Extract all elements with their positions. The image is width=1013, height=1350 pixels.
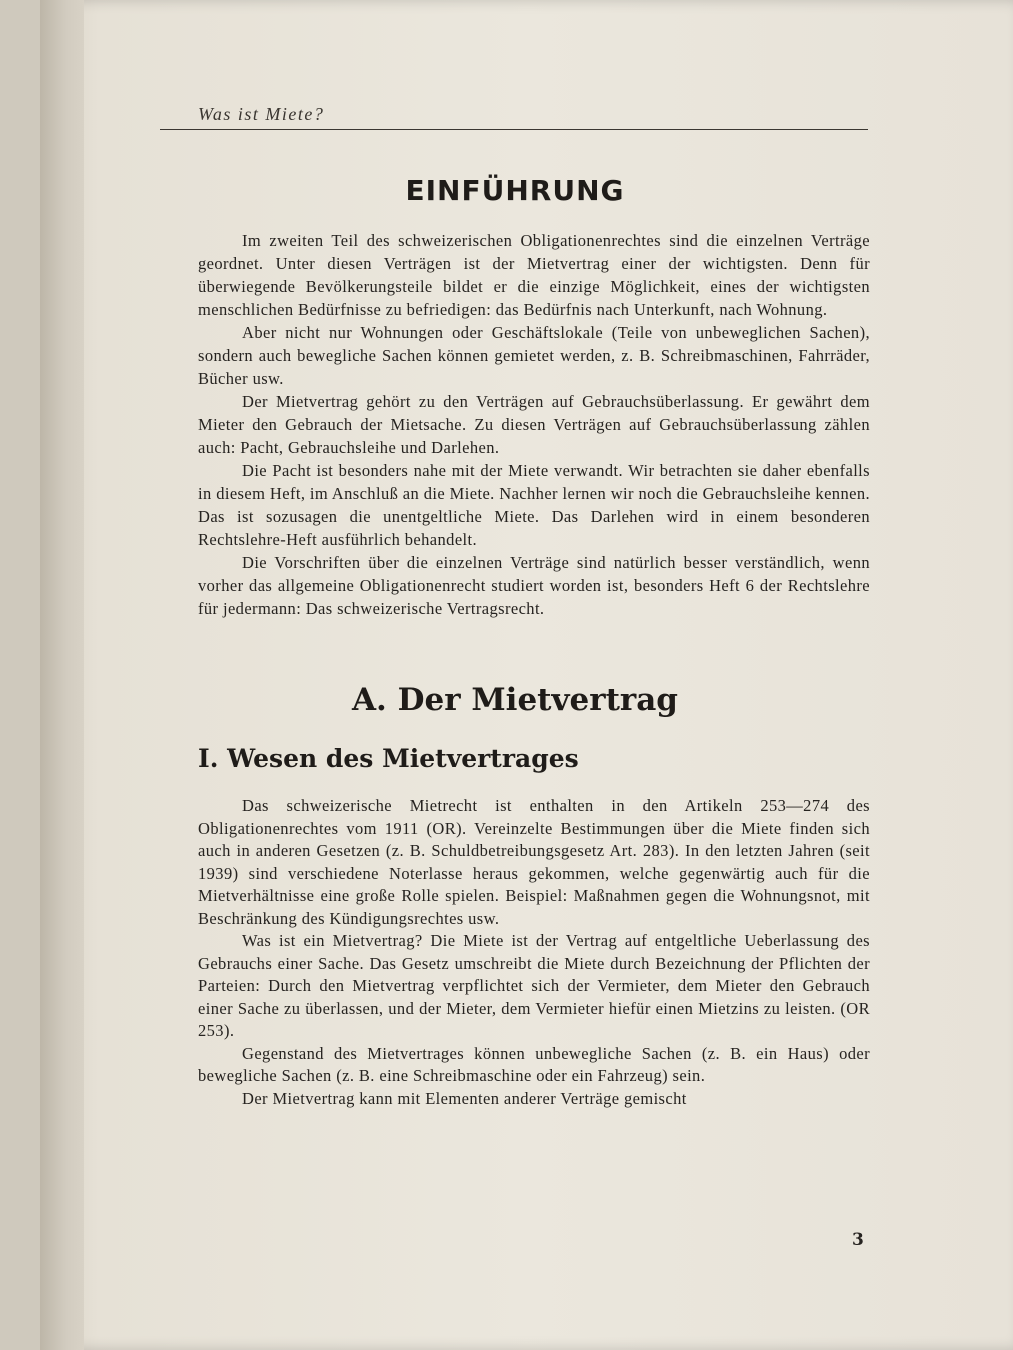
running-head: Was ist Miete? xyxy=(160,104,868,130)
book-gutter xyxy=(40,0,84,1350)
section-paragraph-1: Das schweizerische Mietrecht ist enthalten in den Artikeln 253—274 des Obligationenrechtes vom 1911 (OR). Vereinzelte Bestimmungen über die Miete finden sich auch in anderen Gesetzen (z. B. Schuldbetreibungsgesetz Art. 283). In den letzten Jahren (seit 1939) sind verschiedene Noterlasse heraus gekommen, welche gegenwärtig auch für die Mietverhältnisse eine große Rolle spielen. Beispiel: Maßnahmen gegen die Wohnungsnot, mit Beschränkung des Kündigungsrechtes usw. xyxy=(198,796,870,928)
section-paragraph-2: Was ist ein Mietvertrag? Die Miete ist der Vertrag auf entgeltliche Ueberlassung des Gebrauchs einer Sache. Das Gesetz umschreibt die Miete durch Bezeichnung der Pflichten der Parteien: Durch den Mietvertrag verpflichtet sich der Vermieter, dem Mieter den Gebrauch einer Sache zu überlassen, und der Mieter, dem Vermieter hiefür einen Mietzins zu leisten. (OR 253). xyxy=(198,931,870,1040)
section-title: A. Der Mietvertrag xyxy=(352,682,678,718)
intro-title: EINFÜHRUNG xyxy=(405,174,625,207)
page-content xyxy=(160,104,870,1110)
intro-paragraph-4: Die Pacht ist besonders nahe mit der Miete verwandt. Wir betrachten sie daher ebenfalls in diesem Heft, im Anschluß an die Miete. Nachher lernen wir noch die Gebrauchsleihe kennen. Das ist sozusagen die unentgeltliche Miete. Das Darlehen wird in einem besonderen Rechtslehre-Heft ausführlich behandelt. xyxy=(198,461,870,549)
intro-paragraph-5: Die Vorschriften über die einzelnen Verträge sind natürlich besser verständlich, wenn vorher das allgemeine Obligationenrecht studiert worden ist, besonders Heft 6 der Rechtslehre für jedermann: Das schweizerische Vertragsrecht. xyxy=(198,553,870,618)
intro-paragraph-3: Der Mietvertrag gehört zu den Verträgen auf Gebrauchsüberlassung. Er gewährt dem Mieter den Gebrauch der Mietsache. Zu diesen Verträgen auf Gebrauchsüberlassung zählen auch: Pacht, Gebrauchsleihe und Darlehen. xyxy=(198,392,870,457)
book-page xyxy=(40,0,1013,1350)
intro-paragraph-1: Im zweiten Teil des schweizerischen Obligationenrechtes sind die einzelnen Verträge geordnet. Unter diesen Verträgen ist der Mietvertrag einer der wichtigsten. Denn für überwiegende Bevölkerungsteile bildet er die einzige Möglichkeit, eines der wichtigsten menschlichen Bedürfnisse zu befriedigen: das Bedürfnis nach Unterkunft, nach Wohnung. xyxy=(198,231,870,319)
intro-paragraph-2: Aber nicht nur Wohnungen oder Geschäftslokale (Teile von unbeweglichen Sachen), sondern auch bewegliche Sachen können gemietet werden, z. B. Schreibmaschinen, Fahrräder, Bücher usw. xyxy=(198,323,870,388)
section-paragraph-4: Der Mietvertrag kann mit Elementen anderer Verträge gemischt xyxy=(242,1088,687,1108)
subsection-title: I. Wesen des Mietvertrages xyxy=(198,744,579,773)
section-paragraph-3: Gegenstand des Mietvertrages können unbewegliche Sachen (z. B. ein Haus) oder bewegliche Sachen (z. B. eine Schreibmaschine oder ein Fahrzeug) sein. xyxy=(198,1043,870,1085)
page-number: 3 xyxy=(852,1230,864,1250)
